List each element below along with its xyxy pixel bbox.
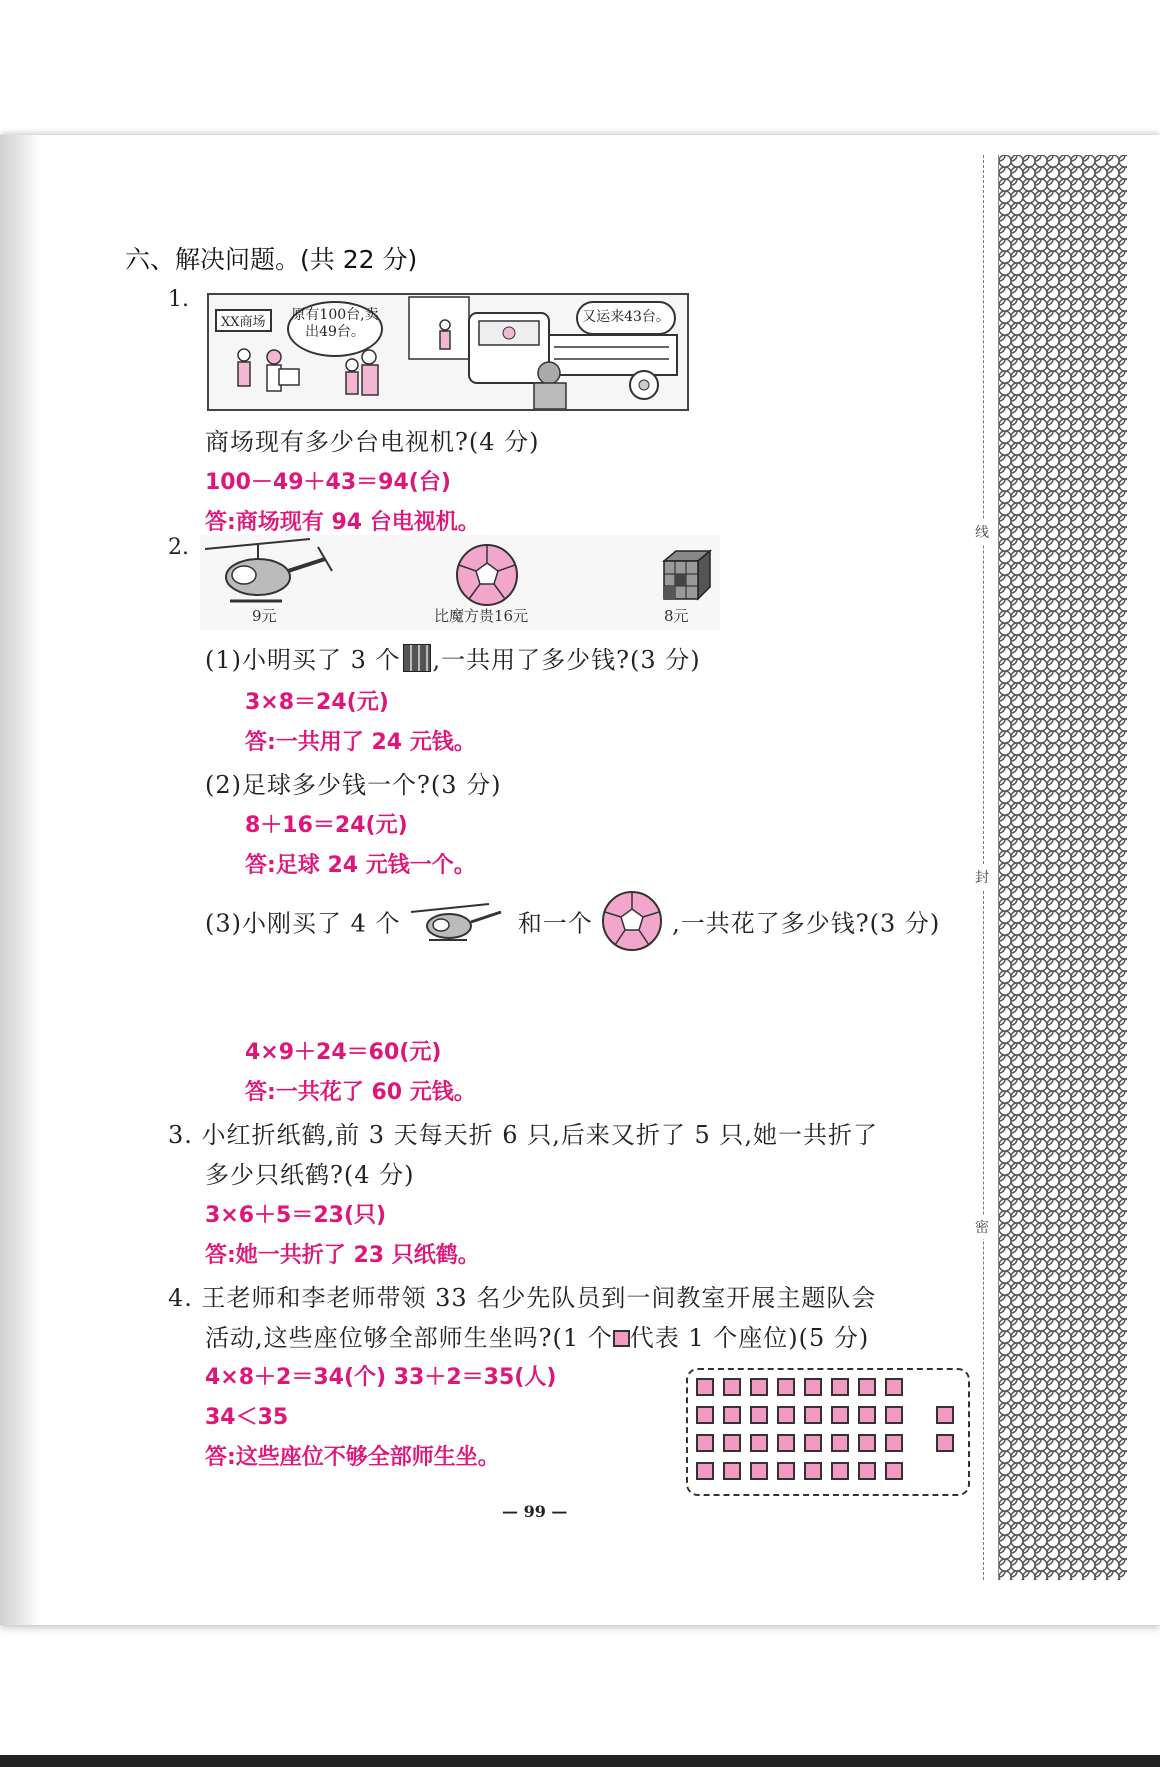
section-title: 六、解决问题。(共 22 分): [125, 245, 418, 274]
seat: [777, 1462, 795, 1480]
seat: [723, 1434, 741, 1452]
seat: [831, 1462, 849, 1480]
q1-number: 1.: [168, 287, 189, 312]
q1-question: 商场现有多少台电视机?(4 分): [205, 428, 540, 456]
cube-price: 8元: [664, 607, 689, 625]
seat: [723, 1462, 741, 1480]
store-sign: XX商场: [215, 309, 272, 332]
seat: [750, 1378, 768, 1396]
q2-price-panel: [200, 535, 720, 630]
helicopter-icon: [200, 535, 350, 610]
q2-part3-answer: 答:一共花了 60 元钱。: [245, 1080, 476, 1105]
rubiks-cube-icon: [658, 547, 714, 603]
seat: [777, 1434, 795, 1452]
q4-calc1: 4×8＋2＝34(个) 33＋2＝35(人): [205, 1365, 557, 1390]
q2-part1-text-a: (1)小明买了 3 个: [205, 646, 401, 674]
seat: [804, 1406, 822, 1424]
q2-part1-answer: 答:一共用了 24 元钱。: [245, 730, 476, 755]
seat: [723, 1406, 741, 1424]
seat: [804, 1434, 822, 1452]
q2-part2-calc: 8＋16＝24(元): [245, 813, 408, 838]
seat: [885, 1462, 903, 1480]
soccer-ball-icon: [455, 543, 519, 607]
q4-line2-text-a: 活动,这些座位够全部师生坐吗?(1 个: [205, 1324, 613, 1352]
binding-char-mi: 密: [975, 1215, 989, 1239]
seat: [696, 1462, 714, 1480]
seat: [936, 1406, 954, 1424]
cube-inline-icon: [403, 644, 431, 672]
seat: [858, 1462, 876, 1480]
seat: [696, 1434, 714, 1452]
q2-part2-answer: 答:足球 24 元钱一个。: [245, 853, 476, 878]
page-number: — 99 —: [502, 1502, 568, 1521]
seat: [885, 1434, 903, 1452]
bottom-bar: [0, 1755, 1160, 1767]
q4-question-line1: 4. 王老师和李老师带领 33 名少先队员到一间教室开展主题队会: [168, 1284, 877, 1312]
seat: [804, 1462, 822, 1480]
binding-char-xian: 线: [975, 520, 989, 544]
q4-line2-text-b: 代表 1 个座位)(5 分): [629, 1324, 870, 1352]
seat: [723, 1378, 741, 1396]
store-scene-drawing: [209, 295, 687, 409]
seat: [750, 1434, 768, 1452]
q3-question-line2: 多少只纸鹤?(4 分): [205, 1161, 415, 1189]
seat: [858, 1406, 876, 1424]
page-gutter-shadow: [0, 135, 40, 1625]
seat: [777, 1406, 795, 1424]
seat: [831, 1378, 849, 1396]
seat: [804, 1378, 822, 1396]
q2-number: 2.: [168, 535, 189, 560]
seat-inline-icon: [613, 1330, 630, 1347]
q3-calc: 3×6＋5＝23(只): [205, 1203, 387, 1228]
q4-calc2: 34＜35: [205, 1405, 289, 1430]
seat: [696, 1406, 714, 1424]
q2-part3-text-a: (3)小刚买了 4 个: [205, 909, 401, 938]
q4-answer: 答:这些座位不够全部师生坐。: [205, 1445, 500, 1470]
q2-part3-text-c: ,一共花了多少钱?(3 分): [672, 909, 941, 938]
soccer-ball-inline-icon: [601, 890, 663, 952]
seat: [750, 1462, 768, 1480]
seat: [858, 1378, 876, 1396]
ball-price: 比魔方贵16元: [434, 607, 529, 625]
workbook-page: [0, 135, 1160, 1625]
seat: [858, 1434, 876, 1452]
speech-bubble-arrived: 又运来43台。: [576, 301, 676, 335]
q4-question-line2: [205, 1318, 869, 1353]
seat: [831, 1406, 849, 1424]
q2-part3-text-b: 和一个: [517, 909, 593, 938]
seat-layout-diagram: [686, 1368, 970, 1496]
q1-answer-calc: 100－49＋43＝94(台): [205, 470, 451, 495]
q2-part2-question: (2)足球多少钱一个?(3 分): [205, 771, 502, 799]
q2-part1-text-b: ,一共用了多少钱?(3 分): [432, 646, 701, 674]
decorative-pattern-strip: [998, 155, 1127, 1580]
q2-part3-question: [205, 890, 940, 950]
seat: [696, 1378, 714, 1396]
seat: [750, 1406, 768, 1424]
q3-answer: 答:她一共折了 23 只纸鹤。: [205, 1243, 480, 1268]
helicopter-price: 9元: [252, 607, 277, 625]
seat: [885, 1406, 903, 1424]
q1-answer-text: 答:商场现有 94 台电视机。: [205, 510, 480, 535]
q2-part1-question: [205, 640, 701, 675]
helicopter-inline-icon: [409, 898, 509, 944]
speech-bubble-sold: 原有100台,卖出49台。: [287, 301, 383, 357]
q3-question-line1: 3. 小红折纸鹤,前 3 天每天折 6 只,后来又折了 5 只,她一共折了: [168, 1121, 878, 1149]
q2-part1-calc: 3×8＝24(元): [245, 690, 389, 715]
seat: [831, 1434, 849, 1452]
binding-char-feng: 封: [975, 865, 989, 889]
seat: [936, 1434, 954, 1452]
seat: [777, 1378, 795, 1396]
seat: [885, 1378, 903, 1396]
q1-illustration: [207, 293, 689, 411]
q2-part3-calc-line: 4×9＋24＝60(元): [245, 1040, 442, 1065]
